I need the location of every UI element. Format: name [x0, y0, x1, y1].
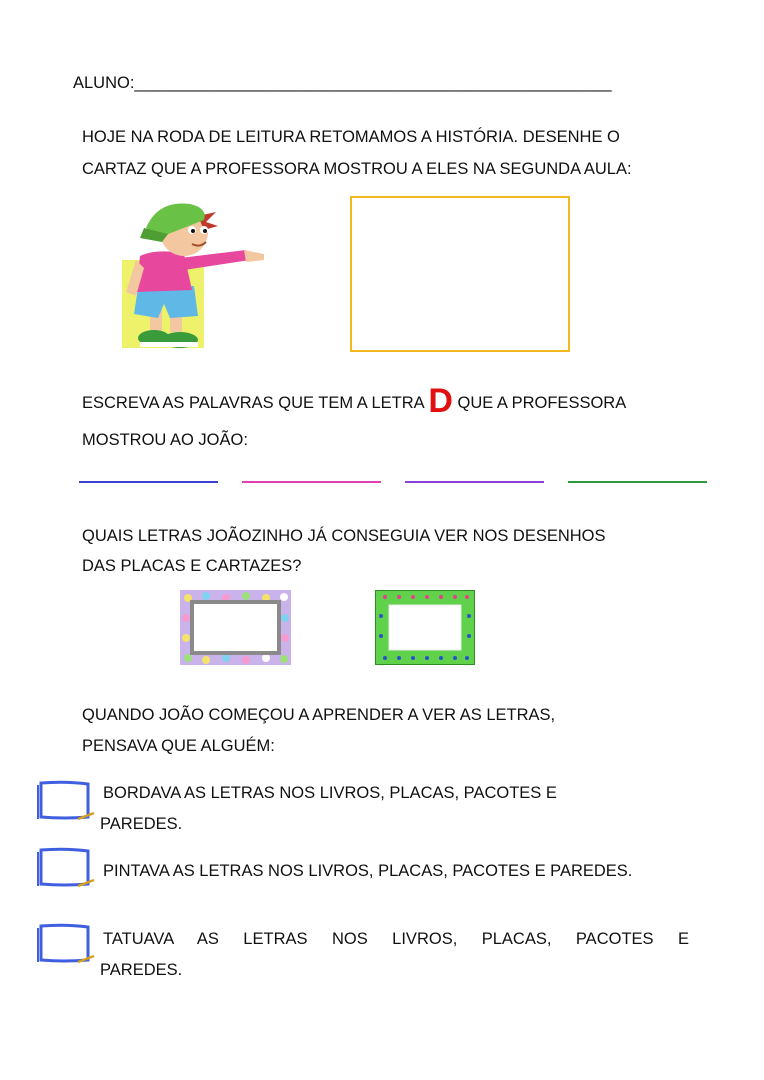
option-3-text-line-2: PAREDES. — [100, 961, 183, 979]
drawing-box[interactable] — [350, 196, 570, 352]
q1-line-2: CARTAZ QUE A PROFESSORA MOSTROU A ELES NA SEGUNDA AULA: — [82, 160, 632, 178]
answer-line-4[interactable] — [568, 481, 707, 483]
checkbox-option-2[interactable] — [36, 846, 96, 892]
option-2-text: PINTAVA AS LETRAS NOS LIVROS, PLACAS, PACOTES E PAREDES. — [103, 862, 633, 880]
answer-line-3[interactable] — [405, 481, 544, 483]
option-1-text-line-1: BORDAVA AS LETRAS NOS LIVROS, PLACAS, PACOTES E — [103, 784, 557, 802]
green-kids-frame — [375, 590, 475, 665]
q4-line-1: QUANDO JOÃO COMEÇOU A APRENDER A VER AS LETRAS, — [82, 706, 556, 724]
q2-line-2: MOSTROU AO JOÃO: — [82, 431, 248, 449]
checkbox-option-1[interactable] — [36, 779, 96, 825]
highlight-letter-d: D — [428, 382, 453, 420]
q2-line-1 — [82, 384, 626, 418]
option-1-text-line-2: PAREDES. — [100, 815, 183, 833]
option-3-text-line-1: TATUAVA AS LETRAS NOS LIVROS, PLACAS, PACOTES E — [103, 930, 689, 948]
q1-line-1: HOJE NA RODA DE LEITURA RETOMAMOS A HISTÓRIA. DESENHE O — [82, 128, 620, 146]
student-name-label: ALUNO:____________________________________________________ — [73, 74, 612, 92]
answer-line-2[interactable] — [242, 481, 381, 483]
checkbox-option-3[interactable] — [36, 922, 96, 968]
q2-line-1-start: ESCREVA AS PALAVRAS QUE TEM A LETRA — [82, 394, 429, 412]
q2-line-1-end: QUE A PROFESSORA — [452, 394, 627, 412]
answer-line-1[interactable] — [79, 481, 218, 483]
boy-pointing-illustration — [118, 198, 268, 350]
q4-line-2: PENSAVA QUE ALGUÉM: — [82, 737, 275, 755]
polka-dot-frame — [180, 590, 291, 665]
q3-line-1: QUAIS LETRAS JOÃOZINHO JÁ CONSEGUIA VER NOS DESENHOS — [82, 527, 606, 545]
q3-line-2: DAS PLACAS E CARTAZES? — [82, 557, 302, 575]
